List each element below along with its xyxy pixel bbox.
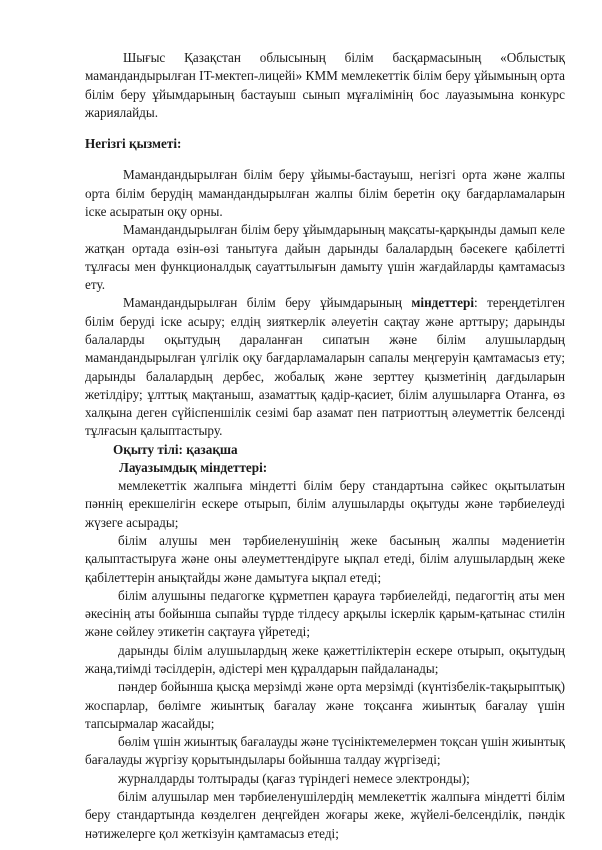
duty-item-1: мемлекеттік жалпыға міндетті білім беру стандартына сәйкес оқытылатын пәннің ерекшелігін ескере отырып, білім алушыларды оқытуды және тәрбиелеуді жүзеге асырады; (85, 478, 565, 530)
paragraph-tasks-lead: Мамандандырылған білім беру ұйымдарының (123, 295, 412, 311)
duty-item-4: дарынды білім алушылардың жеке қажеттіліктерін ескере отырып, оқытудың жаңа,тиімді тәсілдерін, әдістері мен құралдарын пайдаланады; (85, 642, 565, 676)
subheading-job-duties: Лауазымдық міндеттері: (119, 459, 268, 475)
duty-item-7: журналдарды толтырады (қағаз түріндегі немесе электронды); (118, 770, 470, 786)
duty-item-6: бөлім үшін жиынтық бағалауды және түсініктемелермен тоқсан үшін жиынтық бағалауды жүргізу қорытындылары бойынша талдау жүргізеді; (85, 734, 565, 768)
duty-item-5: пәндер бойынша қысқа мерзімді және орта мерзімді (күнтізбелік-тақырыптық) жоспарлар, бөлімге жиынтық бағалау және тоқсанға жиынтық бағалау үшін тапсырмалар жасайды; (85, 679, 565, 731)
duty-item-3: білім алушыны педагогке құрметпен қарауға тәрбиелейді, педагогтің аты мен әкесінің аты бойынша сыпайы түрде тілдесу арқылы іскерлік қарым-қатынас стилін және сөйлеу этикетін сақтауға үйретеді; (85, 587, 565, 640)
heading-main-function: Негізгі қызметі: (85, 136, 182, 152)
paragraph-tasks (85, 294, 565, 440)
paragraph-purpose: Мамандандырылған білім беру ұйымдарының мақсаты-қарқынды дамып келе жатқан ортада өзін-өзі танытуға дайын дарынды балалардың бәсекеге қабілетті тұлғасы мен функционалдық сауаттылығын дамыту үшін жағдайларды қамтамасыз ету. (85, 222, 565, 293)
duty-item-8: білім алушылар мен тәрбиеленушілердің мемлекеттік жалпыға міндетті білім беру стандартында көзделген деңгейден жоғары жеке, жүйелі-белсенділік, пәндік нәтижелерге қол жеткізуін қамтамасыз етеді; (85, 788, 565, 841)
document-body (85, 49, 565, 843)
paragraph-tasks-rest: : тереңдетілген білім беруді іске асыру; елдің зияткерлік әлеуетін сақтау және арттыру; дарынды балаларды оқытудың дараланған сипатын және білім алушылардың мамандандырылған үлгілік оқу бағдарламаларын сапалы меңгеруін қамтамасыз ету; дарынды балалардың дербес, жобалық және зерттеу қызметінің дағдыларын жетілдіру; ұлттық мақтаныш, азаматтық қадір-қасиет, білім алушыларға Отанға, өз халқына деген сүйіспеншілік сезімі бар азамат пен патриоттың әлеуметтік белсенді тұлғасын қалыптастыру. (85, 295, 565, 439)
subheading-language-of-instruction: Оқыту тілі: қазақша (113, 441, 238, 457)
duty-item-2: білім алушы мен тәрбиеленушінің жеке басының жалпы мәдениетін қалыптастыруға және оны әлеуметтендіруге ықпал етеді, білім алушылардың жеке қабілеттерін анықтайды және дамытуға ықпал етеді; (85, 533, 565, 585)
paragraph-intro: Шығыс Қазақстан облысының білім басқармасының «Облыстық мамандандырылған IT-мектеп-лицейі» КММ мемлекеттік білім беру ұйымының орта білім беру ұйымдарының бастауыш сынып мұғалімінің бос лауазымына конкурс жариялайды. (85, 50, 565, 120)
paragraph-tasks-bold-term: міндеттері (411, 295, 474, 311)
paragraph-definition: Мамандандырылған білім беру ұйымы-бастауыш, негізгі орта және жалпы орта білім берудің мамандандырылған жалпы білім беретін оқу бағдарламаларын іске асыратын оқу орны. (85, 167, 565, 219)
